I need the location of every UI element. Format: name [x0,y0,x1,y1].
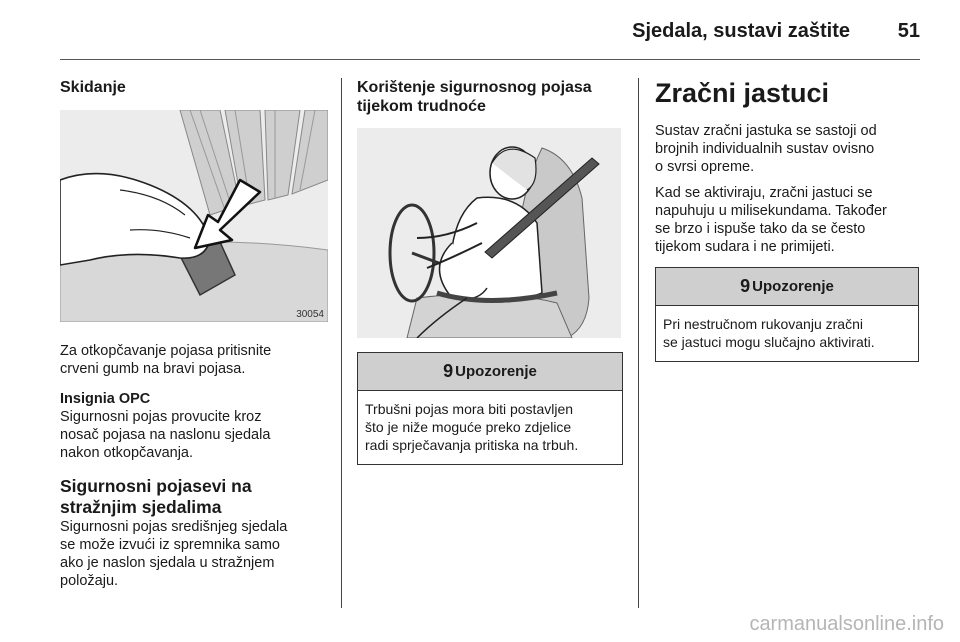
text-line: Sigurnosni pojas središnjeg sjedala [60,519,288,535]
section-title: Sjedala, sustavi zaštite [632,20,850,42]
heading-line: Sigurnosni pojasevi na [60,476,252,496]
text-line: se jastuci mogu slučajno aktivirati. [663,334,875,350]
text-line: radi sprječavanja pritiska na trbuh. [365,437,579,453]
pregnancy-illustration [357,128,621,338]
buckle-illustration [60,110,328,322]
warning-title: Upozorenje [752,278,834,295]
buckle-drawing [60,110,328,322]
column-middle [357,78,623,465]
text-line: o svrsi opreme. [655,159,755,175]
heading-airbags: Zračni jastuci [655,78,830,108]
warning-text [656,306,918,361]
text-line: ako je naslon sjedala u stražnjem [60,555,275,571]
text-line: Trbušni pojas mora biti postavljen [365,401,574,417]
heading-line: tijekom trudnoće [357,98,486,115]
column-divider [638,78,639,608]
heading-pregnancy [357,78,623,116]
pregnancy-drawing [357,128,621,338]
text-line: tijekom sudara i ne primijeti. [655,239,835,255]
text-line: Pri nestručnom rukovanju zračni [663,316,863,332]
column-divider [341,78,342,608]
text-line: brojnih individualnih sustav ovisno [655,141,875,157]
paragraph-unbuckle [60,342,328,378]
warning-title: Upozorenje [455,363,537,380]
text-line: se brzo i ispuše tako da se često [655,221,866,237]
page-header [60,0,920,60]
page-number: 51 [897,20,920,42]
text-line: Sustav zračni jastuka se sastoji od [655,123,877,139]
subheading-insignia-opc: Insignia OPC [60,391,151,407]
warning-box-pregnancy [357,352,623,465]
text-line: položaju. [60,573,119,589]
warning-triangle-icon: 9 [740,276,751,296]
text-line: nakon otkopčavanja. [60,445,194,461]
text-line: nosač pojasa na naslonu sjedala [60,427,271,443]
watermark: carmanualsonline.info [749,613,944,635]
text-line: se može izvući iz spremnika samo [60,537,280,553]
text-line: Za otkopčavanje pojasa pritisnite [60,343,272,359]
paragraph-rear-belts [60,518,328,590]
paragraph-airbag-system [655,122,921,176]
figure-number: 30054 [296,309,324,320]
paragraph-opc [60,408,328,462]
text-line: što je niže moguće preko zdjelice [365,419,572,435]
column-left [60,78,328,590]
heading-rear-seat-belts [60,476,328,518]
heading-skidanje: Skidanje [60,79,126,96]
text-line: napuhuju u milisekundama. Također [655,203,887,219]
heading-line: stražnjim sjedalima [60,497,222,517]
column-right [655,78,921,362]
warning-triangle-icon: 9 [443,361,454,381]
warning-box-airbag [655,267,919,362]
text-line: Sigurnosni pojas provucite kroz [60,409,262,425]
text-line: Kad se aktiviraju, zračni jastuci se [655,185,873,201]
text-line: crveni gumb na bravi pojasa. [60,361,246,377]
heading-line: Korištenje sigurnosnog pojasa [357,79,592,96]
warning-header [358,353,622,391]
paragraph-airbag-activation [655,184,921,256]
warning-text [358,391,622,464]
warning-header [656,268,918,306]
